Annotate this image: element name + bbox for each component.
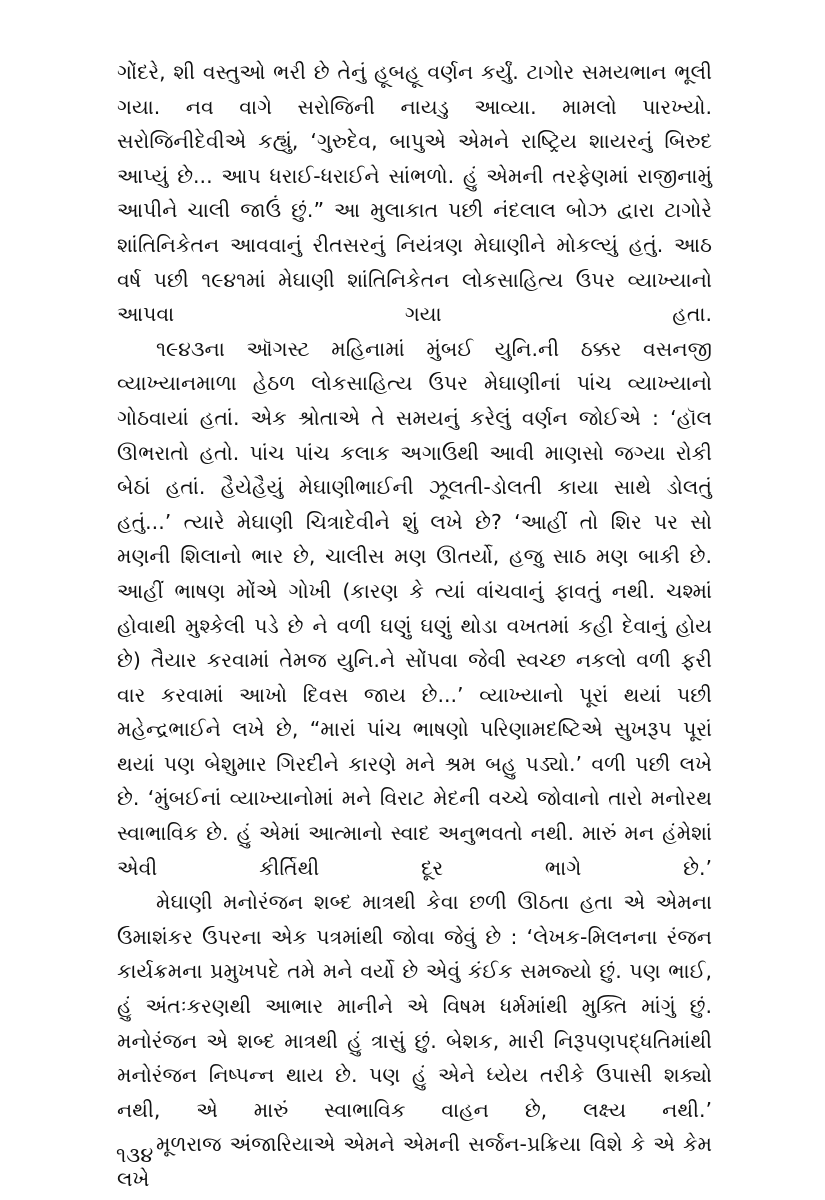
paragraph-tagore-visit: ગોંદરે, શી વસ્તુઓ ભરી છે તેનું હૂબહૂ વર્ણન કર્યું. ટાગોર સમયભાન ભૂલી ગયા. નવ વાગે સરોજિની નાયડુ આવ્યા. મામલો પારખ્યો. સરોજિનીદેવીએ કહ્યું, ‘ગુરુદેવ, બાપુએ એમને રાષ્ટ્રિય શાયરનું બિરુદ આપ્યું છે... આપ ધરાઈ-ધરાઈને સાંભળો. હું એમની તરફેણમાં રાજીનામું આપીને ચાલી જાઉં છું.” આ મુલાકાત પછી નંદલાલ બોઝ દ્વારા ટાગોરે શાંતિનિકેતન આવવાનું રીતસરનું નિયંત્રણ મેઘાણીને મોકલ્યું હતું. આઠ વર્ષ પછી ૧૯૪૧માં મેઘાણી શાંતિનિકેતન લોકસાહિત્ય ઉપર વ્યાખ્યાનો આપવા ગયા હતા. [117,60,712,327]
paragraph-creative-process: મૂળરાજ અંજારિયાએ એમને એમની સર્જન-પ્રક્રિયા વિશે કે એ કેમ લખે [117,1132,712,1191]
paragraph-bombay-lectures: ૧૯૪૩ના ઑગસ્ટ મહિનામાં મુંબઈ યુનિ.ની ઠક્કર વસનજી વ્યાખ્યાનમાળા હેઠળ લોકસાહિત્ય ઉપર મેઘાણીનાં પાંચ વ્યાખ્યાનો ગોઠવાયાં હતાં. એક શ્રોતાએ તે સમયનું કરેલું વર્ણન જોઈએ : ‘હૉલ ઊભરાતો હતો. પાંચ પાંચ કલાક અગાઉથી આવી માણસો જગ્યા રોકી બેઠાં હતાં. હૈયેહૈયું મેઘાણીભાઈની ઝૂલતી-ડોલતી કાયા સાથે ડોલતું હતું...’ ત્યારે મેઘાણી ચિત્રાદેવીને શું લખે છે? ‘આહીં તો શિર પર સો મણની શિલાનો ભાર છે, ચાલીસ મણ ઊતર્યો, હજુ સાઠ મણ બાકી છે. આહીં ભાષણ મોંએ ગોખી (કારણ કે ત્યાં વાંચવાનું ફાવતું નથી. ચશ્માં હોવાથી મુશ્કેલી પડે છે ને વળી ઘણું ઘણું થોડા વખતમાં કહી દેવાનું હોય છે) તૈયાર કરવામાં તેમજ યુનિ.ને સોંપવા જેવી સ્વચ્છ નકલો વળી ફરી વાર કરવામાં આખો દિવસ જાય છે...’ વ્યાખ્યાનો પૂરાં થયાં પછી મહેન્દ્રભાઈને લખે છે, “મારાં પાંચ ભાષણો પરિણામદષ્ટિએ સુખરૂપ પૂરાં થયાં પણ બેશુમાર ગિરદીને કારણે મને શ્રમ બહુ પડ્યો.’ વળી પછી લખે છે. ‘મુંબઈનાં વ્યાખ્યાનોમાં મને વિરાટ મેદની વચ્ચે જોવાનો તારો મનોરથ સ્વાભાવિક છે. હું એમાં આત્માનો સ્વાદ અનુભવતો નથી. મારું મન હંમેશાં એવી કીર્તિથી દૂર ભાગે છે.’ [117,336,712,880]
paragraph-entertainment-letter: મેઘાણી મનોરંજન શબ્દ માત્રથી કેવા છળી ઊઠતા હતા એ એમના ઉમાશંકર ઉપરના એક પત્રમાંથી જોવા જેવું છે : ‘લેખક-મિલનના રંજન કાર્યક્રમના પ્રમુખપદે તમે મને વર્યો છે એવું કંઈક સમજ્યો છું. પણ ભાઈ, હું અંતઃકરણથી આભાર માનીને એ વિષમ ધર્મમાંથી મુક્તિ માંગું છું. મનોરંજન એ શબ્દ માત્રથી હું ત્રાસું છું. બેશક, મારી નિરૂપણપદ્ધતિમાંથી મનોરંજન નિષ્પન્ન થાય છે. પણ હું એને ધ્યેય તરીકે ઉપાસી શક્યો નથી, એ મારું સ્વાભાવિક વાહન છે, લક્ષ્ય નથી.’ [117,890,712,1122]
page-number: ૧૩૪ [116,1143,154,1167]
